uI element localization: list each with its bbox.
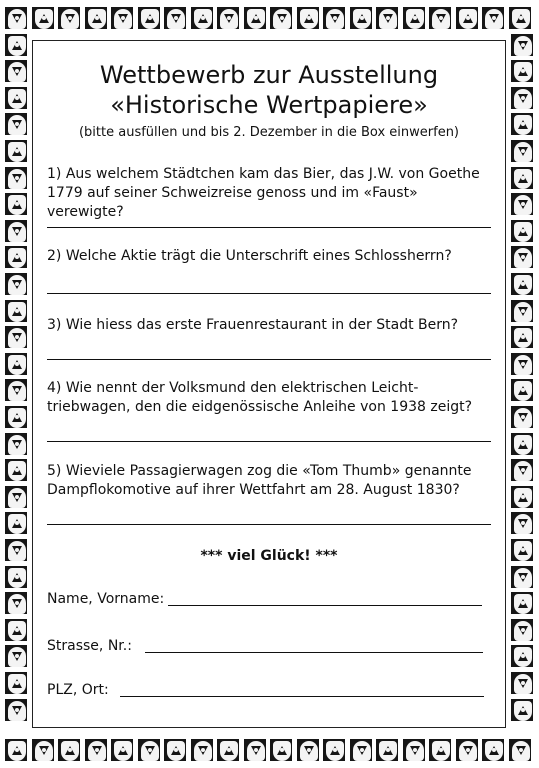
stylized-flower-icon <box>510 591 534 615</box>
stylized-flower-icon <box>4 112 28 136</box>
stylized-flower-icon <box>4 33 28 57</box>
stylized-flower-icon <box>510 432 534 456</box>
stylized-flower-icon <box>84 6 108 30</box>
stylized-flower-icon <box>510 485 534 509</box>
stylized-flower-icon <box>510 352 534 376</box>
city-label: PLZ, Ort: <box>47 682 109 698</box>
stylized-flower-icon <box>510 565 534 589</box>
stylized-flower-icon <box>163 6 187 30</box>
stylized-flower-icon <box>4 325 28 349</box>
question-3 <box>47 316 497 335</box>
question-3-line-1: 3) Wie hiess das erste Frauenrestaurant in der Stadt Bern? <box>47 317 459 333</box>
stylized-flower-icon <box>455 738 479 762</box>
stylized-flower-icon <box>402 738 426 762</box>
answer-3-line[interactable] <box>47 359 491 360</box>
stylized-flower-icon <box>4 511 28 535</box>
stylized-flower-icon <box>4 485 28 509</box>
stylized-flower-icon <box>4 245 28 269</box>
stylized-flower-icon <box>4 738 28 762</box>
instructions: (bitte ausfüllen und bis 2. Dezember in die Box einwerfen) <box>78 125 460 140</box>
stylized-flower-icon <box>137 6 161 30</box>
stylized-flower-icon <box>4 618 28 642</box>
stylized-flower-icon <box>57 738 81 762</box>
stylized-flower-icon <box>216 6 240 30</box>
stylized-flower-icon <box>190 6 214 30</box>
stylized-flower-icon <box>510 166 534 190</box>
stylized-flower-icon <box>510 405 534 429</box>
stylized-flower-icon <box>243 6 267 30</box>
stylized-flower-icon <box>190 738 214 762</box>
stylized-flower-icon <box>4 591 28 615</box>
stylized-flower-icon <box>510 644 534 668</box>
question-4 <box>47 379 497 417</box>
name-field[interactable] <box>168 605 482 606</box>
stylized-flower-icon <box>4 139 28 163</box>
stylized-flower-icon <box>510 272 534 296</box>
stylized-flower-icon <box>4 192 28 216</box>
question-2-line-1: 2) Welche Aktie trägt die Unterschrift eines Schlossherrn? <box>47 248 452 264</box>
stylized-flower-icon <box>508 738 532 762</box>
city-field[interactable] <box>120 696 484 697</box>
stylized-flower-icon <box>510 86 534 110</box>
stylized-flower-icon <box>4 59 28 83</box>
stylized-flower-icon <box>481 738 505 762</box>
stylized-flower-icon <box>4 538 28 562</box>
stylized-flower-icon <box>510 511 534 535</box>
question-4-line-2: triebwagen, den die eidgenössische Anleihe von 1938 zeigt? <box>47 399 473 415</box>
stylized-flower-icon <box>4 671 28 695</box>
stylized-flower-icon <box>216 738 240 762</box>
question-5-line-1: 5) Wieviele Passagierwagen zog die «Tom Thumb» genannte <box>47 463 472 479</box>
stylized-flower-icon <box>510 458 534 482</box>
answer-2-line[interactable] <box>47 293 491 294</box>
stylized-flower-icon <box>510 325 534 349</box>
stylized-flower-icon <box>4 166 28 190</box>
question-2 <box>47 247 497 266</box>
name-label: Name, Vorname: <box>47 591 165 607</box>
stylized-flower-icon <box>137 738 161 762</box>
question-1-line-2: 1779 auf seiner Schweizreise genoss und im «Faust» verewigte? <box>47 185 418 220</box>
stylized-flower-icon <box>163 738 187 762</box>
stylized-flower-icon <box>243 738 267 762</box>
stylized-flower-icon <box>510 33 534 57</box>
question-1-line-1: 1) Aus welchem Städtchen kam das Bier, das J.W. von Goethe <box>47 166 480 182</box>
stylized-flower-icon <box>296 6 320 30</box>
stylized-flower-icon <box>510 671 534 695</box>
stylized-flower-icon <box>375 738 399 762</box>
stylized-flower-icon <box>510 139 534 163</box>
stylized-flower-icon <box>4 644 28 668</box>
stylized-flower-icon <box>510 112 534 136</box>
stylized-flower-icon <box>510 618 534 642</box>
stylized-flower-icon <box>4 6 28 30</box>
stylized-flower-icon <box>269 6 293 30</box>
stylized-flower-icon <box>4 299 28 323</box>
stylized-flower-icon <box>4 352 28 376</box>
stylized-flower-icon <box>508 6 532 30</box>
stylized-flower-icon <box>322 6 346 30</box>
stylized-flower-icon <box>31 738 55 762</box>
street-field[interactable] <box>145 652 483 653</box>
stylized-flower-icon <box>510 59 534 83</box>
stylized-flower-icon <box>4 432 28 456</box>
stylized-flower-icon <box>349 6 373 30</box>
good-luck-text: *** viel Glück! *** <box>200 548 338 564</box>
stylized-flower-icon <box>110 738 134 762</box>
stylized-flower-icon <box>4 219 28 243</box>
question-1 <box>47 165 497 222</box>
stylized-flower-icon <box>510 378 534 402</box>
stylized-flower-icon <box>4 405 28 429</box>
question-5-line-2: Dampflokomotive auf ihrer Wettfahrt am 28. August 1830? <box>47 482 460 498</box>
stylized-flower-icon <box>402 6 426 30</box>
page-title-exhibition: «Historische Wertpapiere» <box>110 91 428 119</box>
stylized-flower-icon <box>296 738 320 762</box>
stylized-flower-icon <box>31 6 55 30</box>
stylized-flower-icon <box>428 6 452 30</box>
stylized-flower-icon <box>269 738 293 762</box>
answer-4-line[interactable] <box>47 441 491 442</box>
stylized-flower-icon <box>4 458 28 482</box>
stylized-flower-icon <box>84 738 108 762</box>
stylized-flower-icon <box>4 378 28 402</box>
stylized-flower-icon <box>322 738 346 762</box>
stylized-flower-icon <box>510 538 534 562</box>
street-label: Strasse, Nr.: <box>47 638 132 654</box>
stylized-flower-icon <box>4 698 28 722</box>
stylized-flower-icon <box>110 6 134 30</box>
stylized-flower-icon <box>57 6 81 30</box>
answer-5-line[interactable] <box>47 524 491 525</box>
stylized-flower-icon <box>510 698 534 722</box>
question-4-line-1: 4) Wie nennt der Volksmund den elektrischen Leicht- <box>47 380 419 396</box>
answer-1-line[interactable] <box>47 227 491 228</box>
stylized-flower-icon <box>510 245 534 269</box>
stylized-flower-icon <box>4 565 28 589</box>
stylized-flower-icon <box>510 299 534 323</box>
stylized-flower-icon <box>510 219 534 243</box>
stylized-flower-icon <box>481 6 505 30</box>
question-5 <box>47 462 497 500</box>
stylized-flower-icon <box>455 6 479 30</box>
stylized-flower-icon <box>4 86 28 110</box>
stylized-flower-icon <box>4 272 28 296</box>
stylized-flower-icon <box>428 738 452 762</box>
stylized-flower-icon <box>375 6 399 30</box>
page-title: Wettbewerb zur Ausstellung <box>99 61 439 89</box>
stylized-flower-icon <box>349 738 373 762</box>
stylized-flower-icon <box>510 192 534 216</box>
